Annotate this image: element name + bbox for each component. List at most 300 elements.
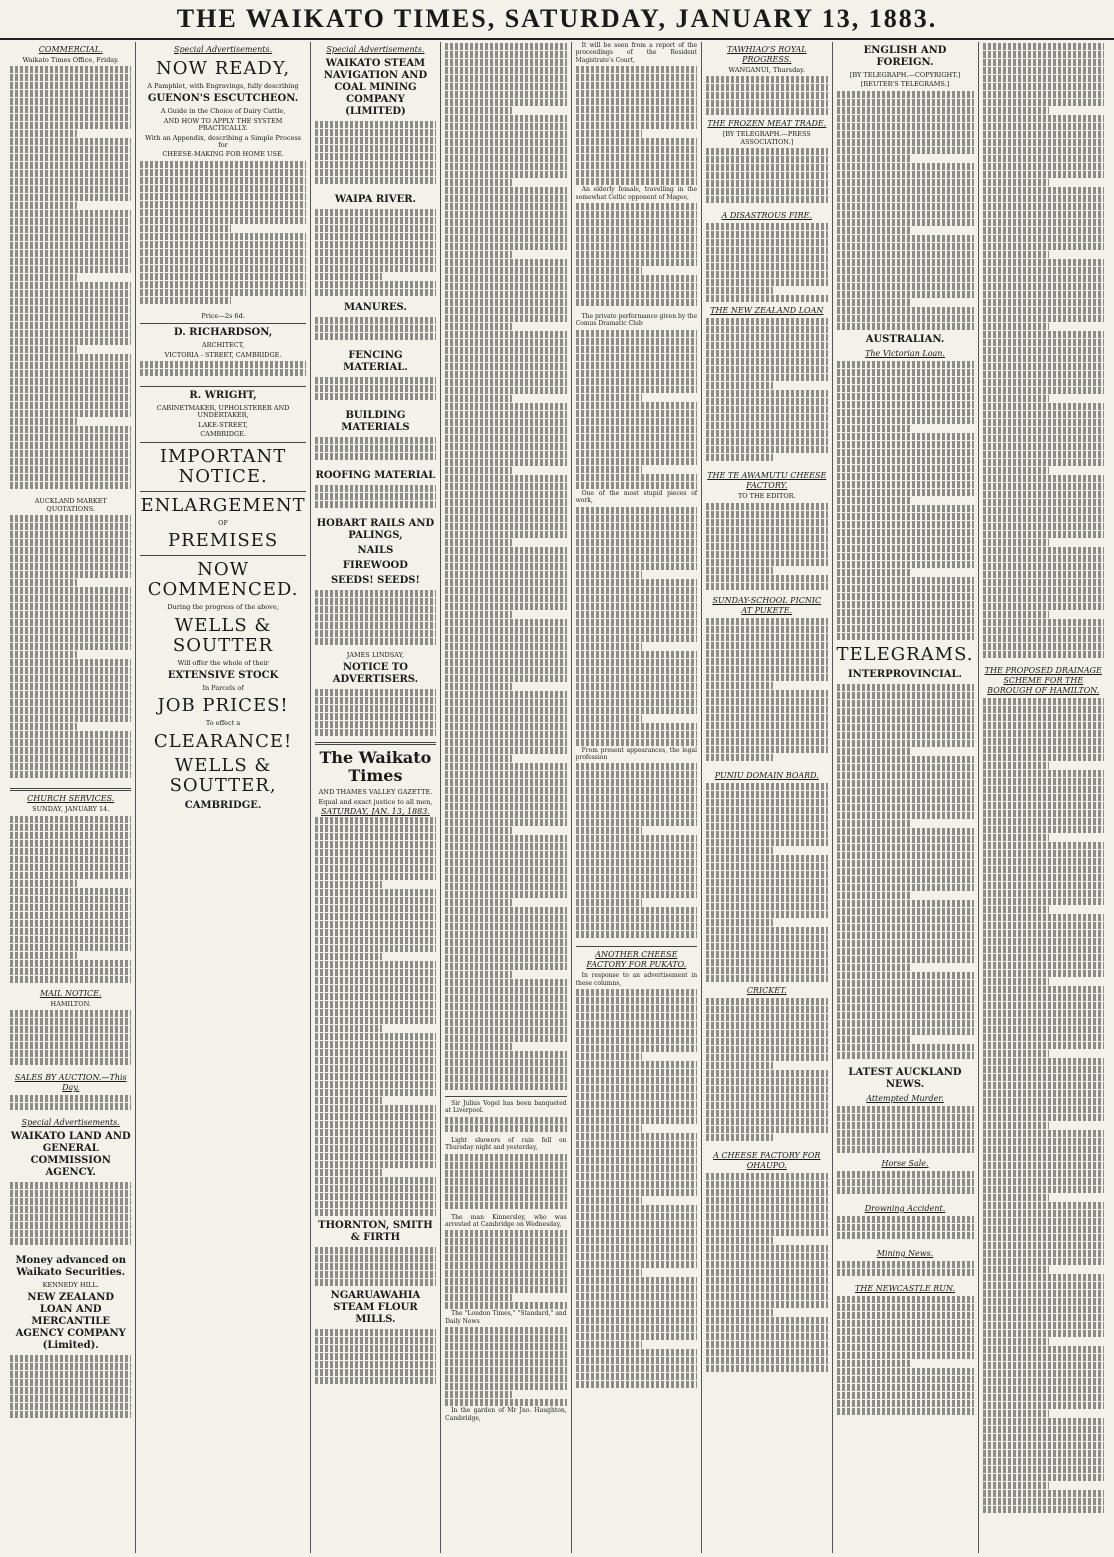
text-line [445,755,512,762]
text-line [837,1344,974,1351]
text-line [576,243,697,250]
text-line [10,1095,131,1102]
text-line [10,515,131,522]
text-line [983,187,1104,194]
text-line [837,1400,974,1407]
text-line [837,1304,974,1311]
text-line [576,915,697,922]
text-line [983,331,1104,338]
text-line [10,880,77,887]
text-line [983,1074,1104,1081]
editorial-text [315,817,436,1217]
text-line [983,1290,1104,1297]
text-line [983,1194,1050,1201]
text-line [837,267,974,274]
text-line [10,539,131,546]
text-line [445,91,566,98]
text-line [576,699,697,706]
text-line [10,731,131,738]
text-line [445,427,566,434]
text-line [576,835,697,842]
text-line [983,491,1104,498]
text-line [576,635,697,642]
text-line [983,1506,1104,1513]
text-line [10,98,131,105]
text-line [315,317,436,324]
text-line [837,860,974,867]
text-line [315,1329,436,1336]
text-line [983,1090,1104,1097]
text-line [445,1170,566,1177]
text-line [445,1019,566,1026]
notice-text [315,689,436,739]
text-line [983,1274,1104,1281]
text-line [837,1320,974,1327]
text-line [445,299,566,306]
text-line [10,683,131,690]
text-line [576,1013,697,1020]
text-line [706,287,773,294]
text-line [576,1341,643,1348]
text-line [837,569,912,576]
waipa-text [315,209,436,299]
text-line [983,770,1104,777]
text-line [837,1187,974,1194]
text-line [445,387,566,394]
text-line [315,881,382,888]
text-line [837,1224,974,1231]
text-line [445,147,566,154]
text-line [576,299,697,306]
text-line [706,1197,827,1204]
text-line [706,855,827,862]
text-line [706,575,827,582]
text-line [983,651,1104,658]
text-line [445,1294,512,1301]
text-line [576,1245,697,1252]
text-line [837,299,912,306]
text-line [445,43,566,50]
text-line [576,811,697,818]
text-line [576,883,697,890]
nz-loan-news-heading: THE NEW ZEALAND LOAN [710,306,824,316]
text-line [445,747,566,754]
text-line [445,187,566,194]
australian-heading: AUSTRALIAN. [865,333,945,345]
text-line [576,1277,697,1284]
text-line [983,619,1104,626]
text-line [315,1169,382,1176]
text-line [576,178,697,185]
text-line [445,1367,566,1374]
text-line [983,43,1104,50]
text-line [837,393,974,400]
text-line [315,1121,436,1128]
column-1 [6,42,136,1553]
text-line [140,209,305,216]
text-line [315,889,436,896]
text-line [140,289,305,296]
text-line [445,1075,566,1082]
text-line [576,1141,697,1148]
text-line [315,937,436,944]
text-line [445,163,566,170]
text-line [837,1012,974,1019]
pamphlet: A Pamphlet, with Engravings, fully describing [147,82,299,90]
text-line [576,1045,697,1052]
text-line [983,1306,1104,1313]
text-line [576,523,697,530]
text-line [706,730,827,737]
text-line [983,1362,1104,1369]
text-line [315,945,436,952]
text-line [445,315,566,322]
text-line [576,275,697,282]
text-line [576,1181,697,1188]
text-line [706,239,827,246]
text-line [10,1198,131,1205]
text-line [983,243,1104,250]
text-line [983,1498,1104,1505]
text-line [983,315,1104,322]
text-line [576,1205,697,1212]
special-heading-3: Special Advertisements. [326,45,425,54]
text-line [10,298,131,305]
text-line [706,326,827,333]
text-line [706,951,827,958]
text-line [445,171,566,178]
text-line [983,778,1104,785]
text-line [837,836,974,843]
text-line [837,163,974,170]
text-line [706,1317,827,1324]
text-line [706,746,827,753]
text-line [706,714,827,721]
text-line [576,587,697,594]
text-line [576,122,697,129]
text-line [983,99,1104,106]
text-line [10,426,131,433]
text-line [10,848,131,855]
text-line [576,667,697,674]
text-line [445,1238,566,1245]
sales-heading: SALES BY AUCTION.—This Day. [14,1073,127,1093]
text-line [983,1402,1104,1409]
text-line [706,551,827,558]
text-line [10,210,131,217]
text-line [983,1122,1050,1129]
text-line [983,730,1104,737]
text-line [10,226,131,233]
text-line [445,651,566,658]
text-line [315,265,436,272]
text-line [706,1118,827,1125]
text-line [983,1050,1050,1057]
text-line [837,1376,974,1383]
text-line [837,441,974,448]
text-line [445,267,566,274]
text-line [983,858,1104,865]
text-line [10,832,131,839]
text-line [576,595,697,602]
text-line [706,511,827,518]
text-line [315,921,436,928]
fencing-material: FENCING MATERIAL. [343,350,408,373]
text-line [983,1450,1104,1457]
cabinetmaker: CABINETMAKER, UPHOLSTERER AND UNDERTAKER, [156,404,290,420]
text-line [315,630,436,637]
text-line [983,579,1104,586]
text-line [576,211,697,218]
text-line [10,960,131,967]
text-line [445,1043,512,1050]
text-line [706,1325,827,1332]
text-line [445,1246,566,1253]
text-line [315,697,436,704]
text-line [837,99,974,106]
text-line [576,859,697,866]
text-line [983,994,1104,1001]
text-line [10,976,131,983]
text-line [983,355,1104,362]
text-line [445,883,566,890]
text-line [10,1403,131,1410]
appendix: With an Appendix, describing a Simple Process for [145,133,302,150]
text-line [983,1354,1104,1361]
text-line [983,571,1104,578]
text-line [576,659,697,666]
text-line [315,273,382,280]
text-line [983,59,1104,66]
text-line [445,539,512,546]
important-notice: IMPORTANT NOTICE. [159,445,287,487]
text-line [10,691,131,698]
text-line [10,739,131,746]
text-line [445,1162,566,1169]
text-line [706,783,827,790]
text-line [10,1206,131,1213]
text-line [983,595,1104,602]
text-line [10,322,131,329]
during-progress: During the progress of the above, [167,603,279,612]
text-line [315,209,436,216]
elderly-item: An elderly female, travelling in the somewhat Celtic opponent of Magee, [575,186,698,201]
text-line [706,682,773,689]
text-line [983,786,1104,793]
text-line [837,385,974,392]
text-line [10,1214,131,1221]
text-line [983,299,1104,306]
text-line [837,892,912,899]
land-agency-heading: WAIKATO LAND AND GENERAL COMMISSION AGENCY. [10,1131,131,1179]
text-line [706,583,827,590]
text-line [983,1138,1104,1145]
text-line [706,634,827,641]
text-line [576,1381,697,1388]
text-line [983,930,1104,937]
cricket-heading: CRICKET. [746,985,787,995]
text-line [706,1189,827,1196]
text-line [576,771,697,778]
text-line [315,1209,436,1216]
text-line [576,346,697,353]
text-line [706,188,827,195]
text-line [576,1093,697,1100]
text-line [576,410,697,417]
text-line [315,825,436,832]
text-line [315,817,436,824]
text-line [837,155,912,162]
text-line [445,259,566,266]
text-line [140,241,305,248]
text-line [445,1035,566,1042]
text-line [445,603,566,610]
text-line [315,1337,436,1344]
text-line [315,1361,436,1368]
text-line [445,1202,566,1209]
text-line [576,1189,697,1196]
text-line [983,986,1104,993]
text-line [445,675,566,682]
text-line [10,824,131,831]
text-line [983,483,1104,490]
text-line [445,579,566,586]
text-line [10,547,131,554]
text-line [10,370,131,377]
text-line [445,371,566,378]
text-line [576,82,697,89]
text-line [706,295,827,302]
text-line [315,729,436,736]
resident-item: It will be seen from a report of the proceedings of the Resident Magistrate's Court, [575,42,698,64]
text-line [445,971,512,978]
text-line [10,466,131,473]
text-line [837,139,974,146]
text-line [445,683,512,690]
text-line [983,379,1104,386]
latest-auckland-heading: LATEST AUCKLAND NEWS. [848,1066,962,1090]
text-line [576,394,643,401]
text-line [445,1125,566,1132]
text-line [315,721,436,728]
text-line [983,1202,1104,1209]
text-line [10,627,131,634]
standard-item: The "London Times," "Standard," and Daily News [445,1310,567,1325]
text-line [837,625,974,632]
response-item: In response to an advertisement in these columns, [575,972,698,987]
text-line [10,595,131,602]
text-line [315,1345,436,1352]
manures-text [315,317,436,347]
text-line [983,555,1104,562]
text-line [706,519,827,526]
text-line [706,342,827,349]
building-text [315,437,436,467]
text-line [10,450,131,457]
text-line [445,571,566,578]
text-line [576,571,643,578]
text-line [315,897,436,904]
interprovincial-heading: INTERPROVINCIAL. [848,668,963,680]
text-line [315,1377,436,1384]
text-line [315,121,436,128]
text-line [837,377,974,384]
text-line [10,234,131,241]
text-line [837,369,974,376]
drowning-heading: Drowning Accident. [864,1203,946,1213]
text-line [445,763,566,770]
text-line [315,1081,436,1088]
motto: Equal and exact justice to all men, [318,797,433,806]
text-line [837,1328,974,1335]
text-line [983,1410,1050,1417]
text-line [983,754,1104,761]
text-line [837,115,974,122]
text-line [837,577,974,584]
text-line [837,1171,974,1178]
text-line [837,545,974,552]
text-line [837,465,974,472]
text-line [706,927,827,934]
text-line [315,1089,436,1096]
text-line [983,914,1104,921]
text-line [315,1113,436,1120]
commercial-text [10,66,131,496]
text-line [983,347,1104,354]
text-line [837,449,974,456]
text-line [445,283,566,290]
private-item: The private performance given by the Comus Dramatic Club [575,313,698,328]
text-line [706,454,773,461]
text-line [576,1365,697,1372]
text-line [983,267,1104,274]
text-line [983,1418,1104,1425]
text-line [706,879,827,886]
text-line [706,935,827,942]
text-line [576,1029,697,1036]
text-line [576,867,697,874]
text-line [576,74,697,81]
text-line [983,1146,1104,1153]
nz-loan-text [10,1355,131,1425]
text-line [837,283,974,290]
text-line [706,271,827,278]
text-line [445,1083,566,1090]
text-line [837,489,974,496]
text-line [10,146,131,153]
text-line [10,651,77,658]
text-line [10,1026,131,1033]
text-line [576,891,697,898]
text-line [10,1010,131,1017]
text-line [576,138,697,145]
text-line [10,635,131,642]
text-line [315,257,436,264]
text-line [10,282,131,289]
text-line [837,187,974,194]
text-line [10,258,131,265]
text-line [576,1053,643,1060]
text-line [983,1234,1104,1241]
text-line [706,626,827,633]
column-3 [311,42,441,1553]
text-line [315,217,436,224]
text-line [983,882,1104,889]
text-line [706,247,827,254]
text-line [445,1186,566,1193]
text-line [837,996,974,1003]
text-line [983,1434,1104,1441]
